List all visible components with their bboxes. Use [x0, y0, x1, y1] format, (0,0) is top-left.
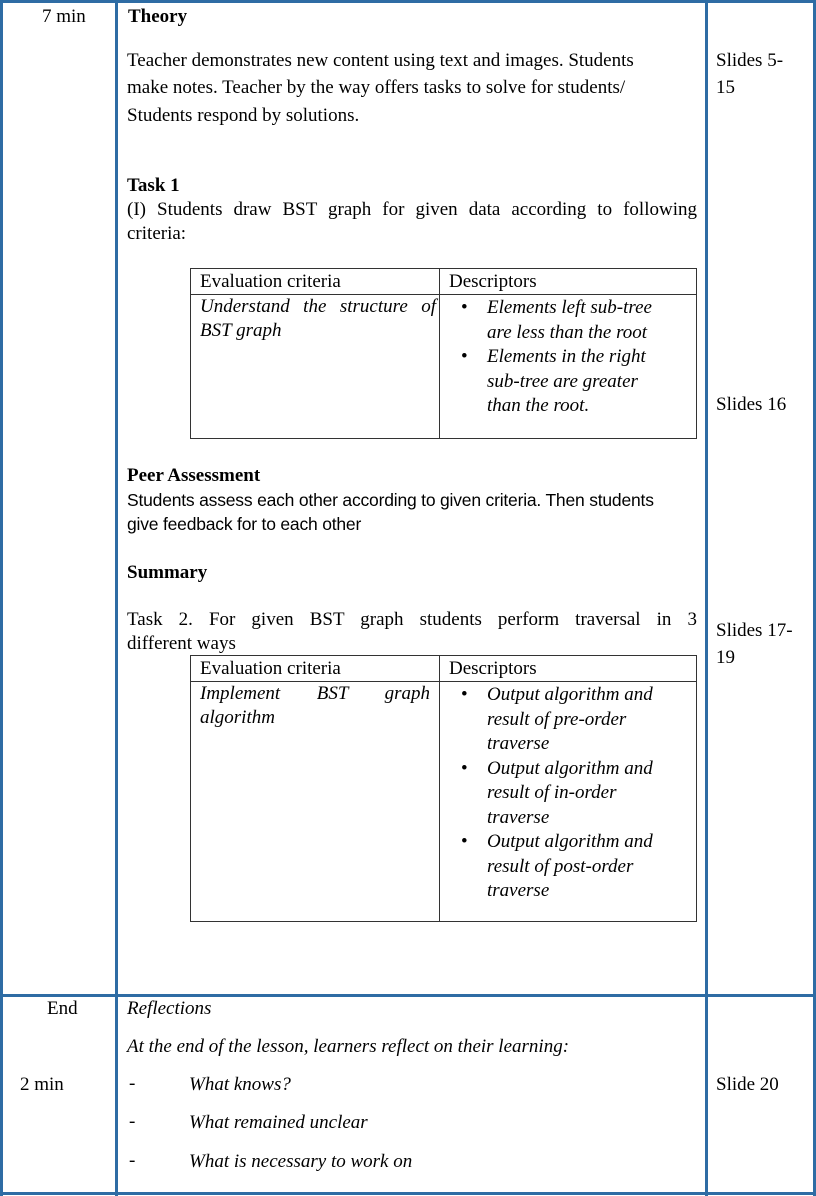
resource-line: Slides 5-	[716, 50, 784, 71]
descriptor-line: are less than the root	[487, 321, 648, 343]
descriptor-item	[441, 830, 691, 904]
table-border-col1	[115, 0, 118, 1196]
theory-line: Teacher demonstrates new content using text and images. Students	[127, 50, 634, 71]
criteria-line: BST graph	[200, 320, 282, 341]
descriptor-line: result of in-order	[487, 782, 617, 803]
reflection-text: What remained unclear	[189, 1112, 368, 1133]
resource-slides-5-15	[716, 49, 783, 100]
criteria-cell	[200, 682, 430, 730]
header-descriptors: Descriptors	[449, 271, 537, 292]
table-border-col2	[705, 0, 708, 1196]
peer-assessment-heading: Peer Assessment	[127, 465, 261, 486]
header-descriptors: Descriptors	[449, 658, 537, 679]
summary-heading: Summary	[127, 562, 208, 583]
time-cell-row2-top: End	[47, 998, 78, 1019]
task2-line: different ways	[127, 633, 236, 654]
task1-line: criteria:	[127, 223, 187, 244]
task1-heading: Task 1	[127, 175, 180, 196]
time-cell-row1: 7 min	[42, 6, 86, 27]
theory-line: Students respond by solutions.	[127, 105, 360, 126]
descriptors-cell	[441, 683, 691, 904]
table-border-top	[0, 0, 816, 3]
descriptor-item	[441, 345, 691, 419]
descriptor-line: result of post-order	[487, 855, 634, 877]
descriptor-line: traverse	[487, 733, 550, 754]
theory-line: make notes. Teacher by the way offers tasks to solve for students/	[127, 77, 626, 98]
peer-line: give feedback for to each other	[127, 514, 362, 534]
resource-slide-20: Slide 20	[716, 1074, 779, 1095]
evaluation-table-2	[190, 655, 697, 922]
reflections-intro: At the end of the lesson, learners reflect on their learning:	[127, 1036, 570, 1057]
descriptor-line: than the root.	[487, 395, 590, 416]
table-border-bottom	[0, 1192, 816, 1195]
criteria-line: algorithm	[200, 707, 275, 728]
resource-line: 19	[716, 647, 735, 668]
dash-marker: -	[129, 1150, 136, 1171]
table-row-divider	[0, 994, 816, 997]
evaluation-table-1	[190, 268, 697, 439]
criteria-cell	[200, 295, 436, 343]
reflection-text: What is necessary to work on	[189, 1151, 413, 1172]
descriptor-line: traverse	[487, 880, 550, 901]
descriptor-item	[441, 296, 691, 345]
descriptor-item	[441, 683, 691, 757]
header-evaluation-criteria: Evaluation criteria	[200, 271, 341, 292]
criteria-line: Implement BST graph	[200, 683, 430, 704]
descriptor-line: • Output algorithm and	[487, 684, 653, 705]
descriptor-line: sub-tree are greater	[487, 370, 638, 392]
resource-slides-16: Slides 16	[716, 394, 787, 415]
task2-line: Task 2. For given BST graph students perform traversal in 3	[127, 609, 697, 630]
table-border-left	[0, 0, 3, 1196]
header-evaluation-criteria: Evaluation criteria	[200, 658, 341, 679]
descriptor-line: result of pre-order	[487, 708, 627, 730]
descriptor-item	[441, 757, 691, 831]
time-cell-row2-bottom: 2 min	[20, 1074, 64, 1095]
descriptor-line: • Output algorithm and	[487, 831, 653, 852]
descriptor-line: • Elements in the right	[487, 346, 646, 367]
dash-marker: -	[129, 1073, 136, 1094]
table-column-divider	[439, 656, 440, 921]
descriptor-line: • Elements left sub-tree	[487, 297, 652, 318]
task1-line: (I) Students draw BST graph for given data according to following	[127, 199, 697, 220]
reflection-text: What knows?	[189, 1074, 291, 1095]
descriptor-line: • Output algorithm and	[487, 757, 653, 779]
resource-slides-17-19	[716, 619, 793, 670]
criteria-line: Understand the structure of	[200, 296, 436, 317]
resource-line: 15	[716, 77, 735, 98]
theory-heading: Theory	[128, 6, 188, 27]
dash-marker: -	[129, 1111, 136, 1132]
peer-line: Students assess each other according to given criteria. Then students	[127, 490, 654, 510]
descriptor-line: traverse	[487, 806, 550, 828]
descriptors-cell	[441, 296, 691, 419]
reflections-heading: Reflections	[127, 998, 212, 1019]
resource-line: Slides 17-	[716, 620, 793, 641]
